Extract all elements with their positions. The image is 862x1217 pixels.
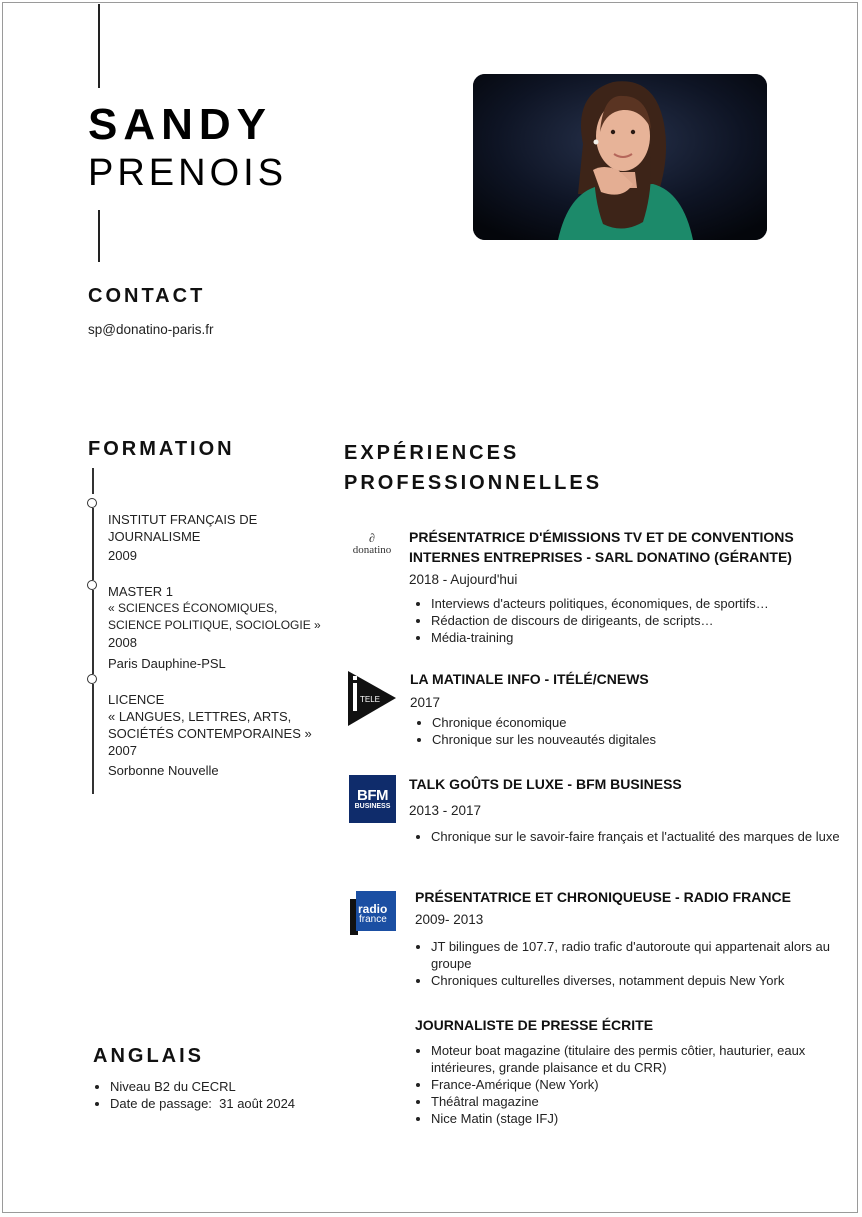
profile-photo bbox=[473, 74, 767, 240]
job-date: 2018 - Aujourd'hui bbox=[409, 572, 518, 587]
formation-year: 2007 bbox=[108, 743, 137, 758]
experiences-title-line: PROFESSIONNELLES bbox=[344, 472, 603, 494]
job-bullets bbox=[409, 828, 841, 845]
job-date: 2013 - 2017 bbox=[409, 803, 482, 818]
contact-title: CONTACT bbox=[88, 285, 206, 307]
formation-item bbox=[108, 511, 257, 564]
anglais-list bbox=[88, 1078, 350, 1112]
itele-logo-text: TELE bbox=[360, 695, 381, 704]
job-bullet: • France-Amérique (New York) bbox=[431, 1076, 841, 1093]
donatino-logo bbox=[347, 532, 397, 564]
anglais-item: • Niveau B2 du CECRL bbox=[110, 1078, 350, 1095]
header-top-rule bbox=[98, 4, 100, 88]
anglais-title: ANGLAIS bbox=[93, 1045, 204, 1067]
job-bullets bbox=[409, 938, 841, 989]
job-bullet: • Théâtral magazine bbox=[431, 1093, 841, 1110]
formation-line: SOCIÉTÉS CONTEMPORAINES » bbox=[108, 726, 312, 741]
contact-email[interactable]: sp@donatino-paris.fr bbox=[88, 322, 214, 337]
timeline-dot bbox=[87, 580, 97, 590]
formation-line: INSTITUT FRANÇAIS DE bbox=[108, 512, 258, 527]
radio-france-square bbox=[356, 891, 396, 931]
job-title: PRÉSENTATRICE D'ÉMISSIONS TV ET DE CONVENTIONS INTERNES ENTREPRISES - SARL DONATINO (GÉRANTE) bbox=[409, 529, 794, 565]
experiences-title-line: EXPÉRIENCES bbox=[344, 442, 520, 464]
job-bullets bbox=[410, 714, 842, 748]
radio-france-logo bbox=[350, 891, 396, 935]
timeline-line bbox=[92, 468, 94, 494]
formation-line: MASTER 1 bbox=[108, 584, 174, 599]
formation-line: LICENCE bbox=[108, 692, 165, 707]
formation-line: « LANGUES, LETTRES, ARTS, bbox=[108, 709, 292, 724]
job-title: PRÉSENTATRICE ET CHRONIQUEUSE - RADIO FRANCE bbox=[415, 889, 791, 905]
formation-item bbox=[108, 583, 321, 672]
timeline-line bbox=[92, 684, 94, 794]
job-date: 2017 bbox=[410, 695, 441, 710]
job-title: JOURNALISTE DE PRESSE ÉCRITE bbox=[415, 1017, 654, 1033]
anglais-item: • Date de passage: 31 août 2024 bbox=[110, 1095, 350, 1112]
job-bullet: • Média-training bbox=[431, 629, 841, 646]
job-bullet: • Nice Matin (stage IFJ) bbox=[431, 1110, 841, 1127]
formation-school: Paris Dauphine-PSL bbox=[108, 656, 226, 671]
donatino-logo-text: donatino bbox=[352, 544, 392, 556]
timeline-dot bbox=[87, 674, 97, 684]
job-title: TALK GOÛTS DE LUXE - BFM BUSINESS bbox=[409, 776, 682, 792]
donatino-mark-icon: ∂ bbox=[369, 531, 375, 545]
bfm-logo-text: BFM bbox=[357, 787, 388, 804]
job-bullet: • Interviews d'acteurs politiques, économiques, de sportifs… bbox=[431, 595, 841, 612]
job-bullet: • Moteur boat magazine (titulaire des permis côtier, hauturier, eaux intérieures, grande plaisance et du CRR) bbox=[431, 1042, 841, 1076]
last-name: PRENOIS bbox=[88, 152, 288, 194]
job-date: 2009- 2013 bbox=[415, 912, 484, 927]
job-bullets bbox=[409, 1042, 841, 1127]
formation-line: SCIENCE POLITIQUE, SOCIOLOGIE » bbox=[108, 618, 321, 632]
formation-line: « SCIENCES ÉCONOMIQUES, bbox=[108, 601, 278, 615]
formation-year: 2008 bbox=[108, 635, 137, 650]
bfm-logo-subtext: BUSINESS bbox=[354, 803, 391, 810]
formation-item bbox=[108, 691, 312, 779]
formation-line: JOURNALISME bbox=[108, 529, 201, 544]
job-bullet: • JT bilingues de 107.7, radio trafic d'autoroute qui appartenait alors au groupe bbox=[431, 938, 841, 972]
job-bullet: • Chronique sur les nouveautés digitales bbox=[432, 731, 842, 748]
france-logo-text: france bbox=[359, 914, 387, 925]
job-title: LA MATINALE INFO - ITÉLÉ/CNEWS bbox=[410, 671, 649, 687]
formation-title: FORMATION bbox=[88, 438, 235, 460]
radio-logo-text: radio bbox=[358, 902, 388, 916]
job-bullet: • Chronique économique bbox=[432, 714, 842, 731]
bfm-business-logo bbox=[349, 775, 396, 823]
job-bullets bbox=[409, 595, 841, 646]
timeline-dot bbox=[87, 498, 97, 508]
header-bottom-rule bbox=[98, 210, 100, 262]
experiences-title bbox=[344, 438, 602, 498]
formation-school: Sorbonne Nouvelle bbox=[108, 763, 219, 778]
job-bullet: • Chroniques culturelles diverses, notamment depuis New York bbox=[431, 972, 841, 989]
job-bullet: • Chronique sur le savoir-faire français et l'actualité des marques de luxe bbox=[431, 828, 841, 845]
timeline-line bbox=[92, 590, 94, 674]
itele-logo bbox=[348, 671, 398, 726]
timeline-line bbox=[92, 508, 94, 580]
job-bullet: • Rédaction de discours de dirigeants, de scripts… bbox=[431, 612, 841, 629]
first-name: SANDY bbox=[88, 100, 273, 149]
formation-year: 2009 bbox=[108, 548, 137, 563]
